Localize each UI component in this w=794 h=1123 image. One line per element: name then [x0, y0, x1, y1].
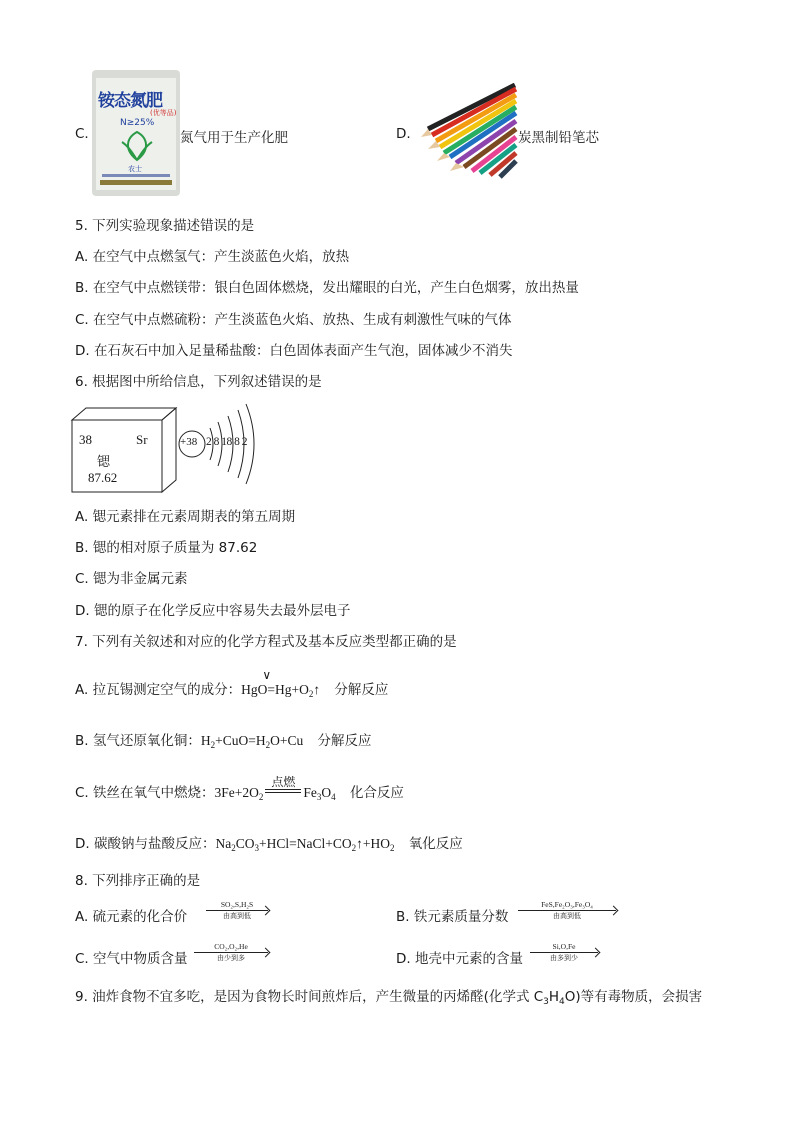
leaf-logo-icon — [118, 128, 156, 168]
option-d-letter: D. — [396, 126, 411, 142]
option-d-type: 氧化反应 — [408, 836, 463, 852]
option-d-label: D. 碳酸钠与盐酸反应： — [75, 836, 216, 852]
nucleus-charge: +38 — [180, 436, 198, 448]
bag-spec: N≥25% — [120, 118, 155, 128]
option-c-letter: C. — [75, 126, 89, 142]
option-b-label: B. 氢气还原氧化铜： — [75, 733, 201, 749]
option-c-text: 氮气用于生产化肥 — [180, 130, 288, 146]
question-5-option-b: B. 在空气中点燃镁带：银白色固体燃烧，发出耀眼的白光，产生白色烟雾，放出热量 — [75, 280, 579, 296]
question-8-option-c-label: C. 空气中物质含量 — [75, 951, 188, 967]
bag-brand: 农士 — [128, 165, 142, 173]
formula-subscript-4: 4 — [559, 997, 565, 1007]
arrow-right-icon — [194, 952, 268, 953]
question-7-option-c — [75, 775, 404, 802]
question-5-stem: 5. 下列实验现象描述错误的是 — [75, 218, 255, 234]
equation-d: $Na_2CO_3+HCl=NaCl+CO_2↑+HO_2$ — [215, 836, 395, 853]
colored-pencils-image — [420, 83, 518, 183]
arrow-right-icon — [518, 910, 616, 911]
question-9-stem-end: O)等有毒物质，会损害 — [564, 989, 703, 1005]
element-symbol: Sr — [136, 432, 148, 447]
option-a-label: A. 拉瓦锡测定空气的成分： — [75, 682, 242, 698]
option-b-order: 由高到低 — [553, 912, 581, 920]
option-c-sequence: CO₂,O₂,He — [214, 942, 248, 951]
question-6-option-a: A. 锶元素排在元素周期表的第五周期 — [75, 509, 296, 525]
option-d-sequence-arrow — [530, 943, 598, 962]
question-7-option-b — [75, 729, 372, 750]
question-8-option-d-label: D. 地壳中元素的含量 — [396, 951, 523, 967]
question-7-stem: 7. 下列有关叙述和对应的化学方程式及基本反应类型都正确的是 — [75, 634, 457, 650]
question-6-stem: 6. 根据图中所给信息，下列叙述错误的是 — [75, 374, 322, 390]
equation-a: HgO= ∨ $Hg+O_2↑$ — [241, 668, 321, 699]
option-a-type: 分解反应 — [334, 682, 389, 698]
fertilizer-bag-image — [92, 70, 180, 196]
formula-subscript-3: 3 — [543, 997, 549, 1007]
option-d-text: 炭黑制铅笔芯 — [518, 130, 599, 146]
reaction-condition: 点燃 — [271, 775, 296, 789]
option-b-type: 分解反应 — [317, 733, 372, 749]
electron-shell-counts: 2 8 18 8 2 — [206, 436, 247, 448]
arrow-right-icon — [530, 952, 598, 953]
option-a-order: 由高到低 — [223, 912, 251, 920]
question-8-option-b-label: B. 铁元素质量分数 — [396, 909, 509, 925]
bag-title: 铵态氮肥 — [98, 91, 162, 111]
option-c-sequence-arrow — [194, 943, 268, 962]
option-d-sequence: Si,O,Fe — [552, 942, 576, 951]
option-b-sequence-arrow — [518, 901, 616, 920]
formula-h: H — [548, 989, 560, 1005]
option-a-sequence: SO₂,S,H₂S — [220, 900, 254, 909]
question-8-stem: 8. 下列排序正确的是 — [75, 873, 201, 889]
question-6-option-b: B. 锶的相对原子质量为 87.62 — [75, 540, 258, 556]
element-name: 锶 — [97, 455, 111, 470]
question-6-option-c: C. 锶为非金属元素 — [75, 571, 188, 587]
question-5-option-d: D. 在石灰石中加入足量稀盐酸：白色固体表面产生气泡，固体减少不消失 — [75, 343, 513, 359]
option-c-order: 由少到多 — [217, 954, 245, 962]
element-atomic-mass: 87.62 — [88, 470, 118, 485]
question-5-option-c: C. 在空气中点燃硫粉：产生淡蓝色火焰、放热、生成有刺激性气味的气体 — [75, 312, 512, 328]
arrow-right-icon — [206, 910, 268, 911]
question-6-option-d: D. 锶的原子在化学反应中容易失去最外层电子 — [75, 603, 351, 619]
option-c-type: 化合反应 — [349, 785, 404, 801]
option-d-order: 由多到少 — [550, 954, 578, 962]
bag-grade: (优等品) — [150, 109, 177, 117]
option-a-sequence-arrow — [206, 901, 268, 920]
question-9-stem-start: 9. 油炸食物不宜多吃，是因为食物长时间煎炸后，产生微量的丙烯醛(化学式 C — [75, 989, 544, 1005]
equation-b: $H_2+CuO=H_2O+Cu$ — [200, 733, 304, 750]
element-atomic-number: 38 — [79, 432, 92, 447]
option-c-label: C. 铁丝在氧气中燃烧： — [75, 785, 215, 801]
question-8-option-a-label: A. 硫元素的化合价 — [75, 909, 188, 925]
question-9-stem — [75, 985, 702, 1007]
element-cell-diagram — [70, 406, 180, 498]
option-b-sequence: FeS,Fe₂O₃,Fe₃O₄ — [541, 900, 593, 909]
equation-c: $3Fe+2O_2$ 点燃 $Fe_3O_4$ — [214, 775, 336, 802]
question-5-option-a: A. 在空气中点燃氢气：产生淡蓝色火焰，放热 — [75, 249, 350, 265]
question-7-option-a — [75, 668, 389, 699]
question-7-option-d — [75, 832, 463, 853]
